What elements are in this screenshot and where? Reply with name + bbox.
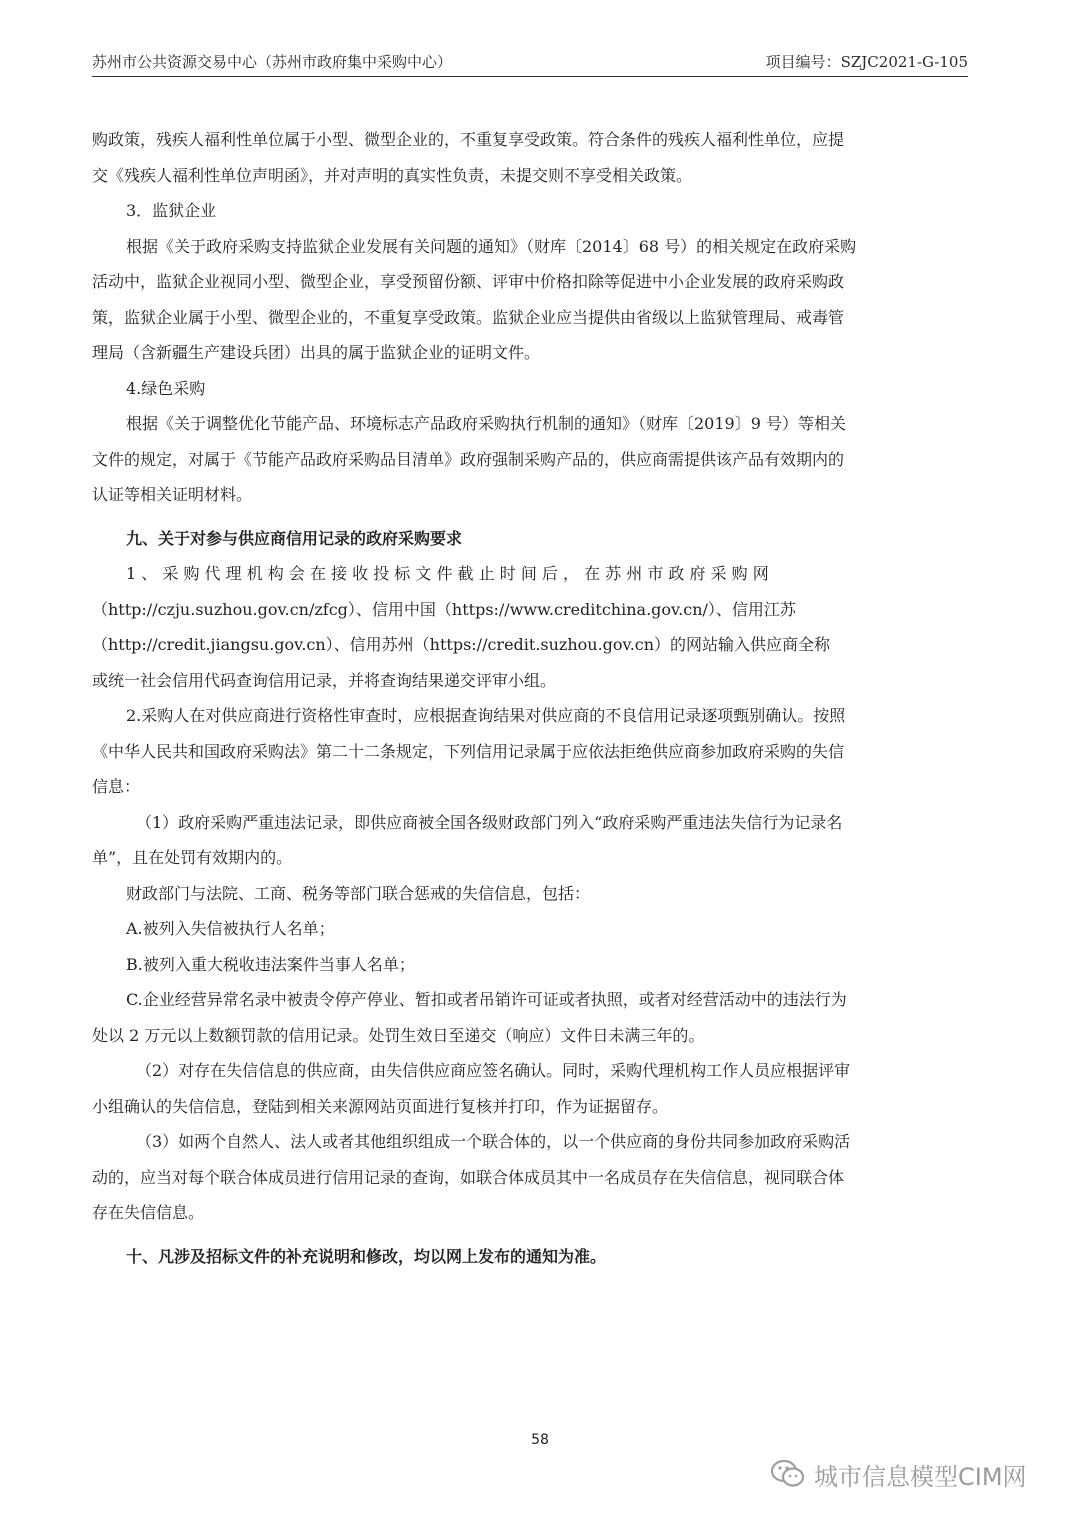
paragraph-line: 交《残疾人福利性单位声明函》，并对声明的真实性负责，未提交则不享受相关政策。 <box>92 165 693 185</box>
section-4-title: 4.绿色采购 <box>126 378 206 398</box>
list-item-b: B.被列入重大税收违法案件当事人名单； <box>126 954 415 974</box>
paragraph-line: （3）如两个自然人、法人或者其他组织组成一个联合体的，以一个供应商的身份共同参加政府采购活 <box>136 1132 851 1151</box>
paragraph-line: 活动中，监狱企业视同小型、微型企业，享受预留份额、评审中价格扣除等促进中小企业发展的政府采购政 <box>92 272 845 291</box>
paragraph-line: （http://credit.jiangsu.gov.cn）、信用苏州（https://credit.suzhou.gov.cn）的网站输入供应商全称 <box>92 635 831 654</box>
paragraph-line: 购政策，残疾人福利性单位属于小型、微型企业的，不重复享受政策。符合条件的残疾人福利性单位，应提 <box>92 130 845 149</box>
paragraph-line: （http://czju.suzhou.gov.cn/zfcg）、信用中国（https://www.creditchina.gov.cn/）、信用江苏 <box>92 599 796 619</box>
section-10-heading: 十、凡涉及招标文件的补充说明和修改，均以网上发布的通知为准。 <box>126 1246 607 1266</box>
paragraph-line: （1）政府采购严重违法记录，即供应商被全国各级财政部门列入“政府采购严重违法失信行为记录名 <box>136 812 843 832</box>
paragraph-line: （2）对存在失信信息的供应商，由失信供应商应签名确认。同时，采购代理机构工作人员应根据评审 <box>136 1061 851 1080</box>
paragraph-line: 财政部门与法院、工商、税务等部门联合惩戒的失信信息，包括： <box>126 883 591 903</box>
paragraph-line: 根据《关于政府采购支持监狱企业发展有关问题的通知》（财库〔2014〕68 号）的相关规定在政府采购 <box>126 236 857 256</box>
paragraph-line: 认证等相关证明材料。 <box>92 485 253 504</box>
paragraph-line: 《中华人民共和国政府采购法》第二十二条规定，下列信用记录属于应依法拒绝供应商参加政府采购的失信 <box>92 741 845 761</box>
paragraph-line: 处以 2 万元以上数额罚款的信用记录。处罚生效日至递交（响应）文件日未满三年的。 <box>92 1025 705 1045</box>
paragraph-line: 根据《关于调整优化节能产品、环境标志产品政府采购执行机制的通知》（财库〔2019〕9 号）等相关 <box>126 414 846 433</box>
paragraph-line: 单”，且在处罚有效期内的。 <box>92 848 293 867</box>
paragraph-line: 理局（含新疆生产建设兵团）出具的属于监狱企业的证明文件。 <box>92 343 541 362</box>
paragraph-line: 存在失信信息。 <box>92 1203 205 1222</box>
header-divider <box>92 76 968 77</box>
list-item-c: C.企业经营异常名录中被责令停产停业、暂扣或者吊销许可证或者执照，或者对经营活动中的违法行为 <box>126 990 847 1009</box>
page-number: 58 <box>531 1432 549 1448</box>
page-header <box>92 49 968 75</box>
section-9-heading: 九、关于对参与供应商信用记录的政府采购要求 <box>126 528 463 548</box>
paragraph-line: 或统一社会信用代码查询信用记录，并将查询结果递交评审小组。 <box>92 670 557 690</box>
paragraph-line: 动的，应当对每个联合体成员进行信用记录的查询，如联合体成员其中一名成员存在失信信息，视同联合体 <box>92 1167 845 1187</box>
watermark <box>770 1452 1027 1496</box>
list-item-a: A.被列入失信被执行人名单； <box>126 919 335 938</box>
paragraph-line: 策，监狱企业属于小型、微型企业的，不重复享受政策。监狱企业应当提供由省级以上监狱管理局、戒毒管 <box>92 307 845 327</box>
document-body <box>92 122 988 1274</box>
header-project-number: 项目编号：SZJC2021-G-105 <box>765 53 968 71</box>
paragraph-line: 小组确认的失信信息，登陆到相关来源网站页面进行复核并打印，作为证据留存。 <box>92 1096 669 1116</box>
paragraph-line: 文件的规定，对属于《节能产品政府采购品目清单》政府强制采购产品的，供应商需提供该产品有效期内的 <box>92 449 845 469</box>
paragraph-line: 2.采购人在对供应商进行资格性审查时，应根据查询结果对供应商的不良信用记录逐项甄别确认。按照 <box>126 706 846 725</box>
wechat-icon <box>770 1458 806 1490</box>
section-3-title: 3．监狱企业 <box>126 201 217 220</box>
header-organization: 苏州市公共资源交易中心（苏州市政府集中采购中心） <box>92 53 453 71</box>
paragraph-line: 1 、 采 购 代 理 机 构 会 在 接 收 投 标 文 件 截 止 时 间 后 ， 在 苏 州 市 政 府 采 购 网 <box>126 564 769 583</box>
watermark-text: 城市信息模型CIM网 <box>814 1462 1027 1491</box>
paragraph-line: 信息： <box>92 777 141 796</box>
